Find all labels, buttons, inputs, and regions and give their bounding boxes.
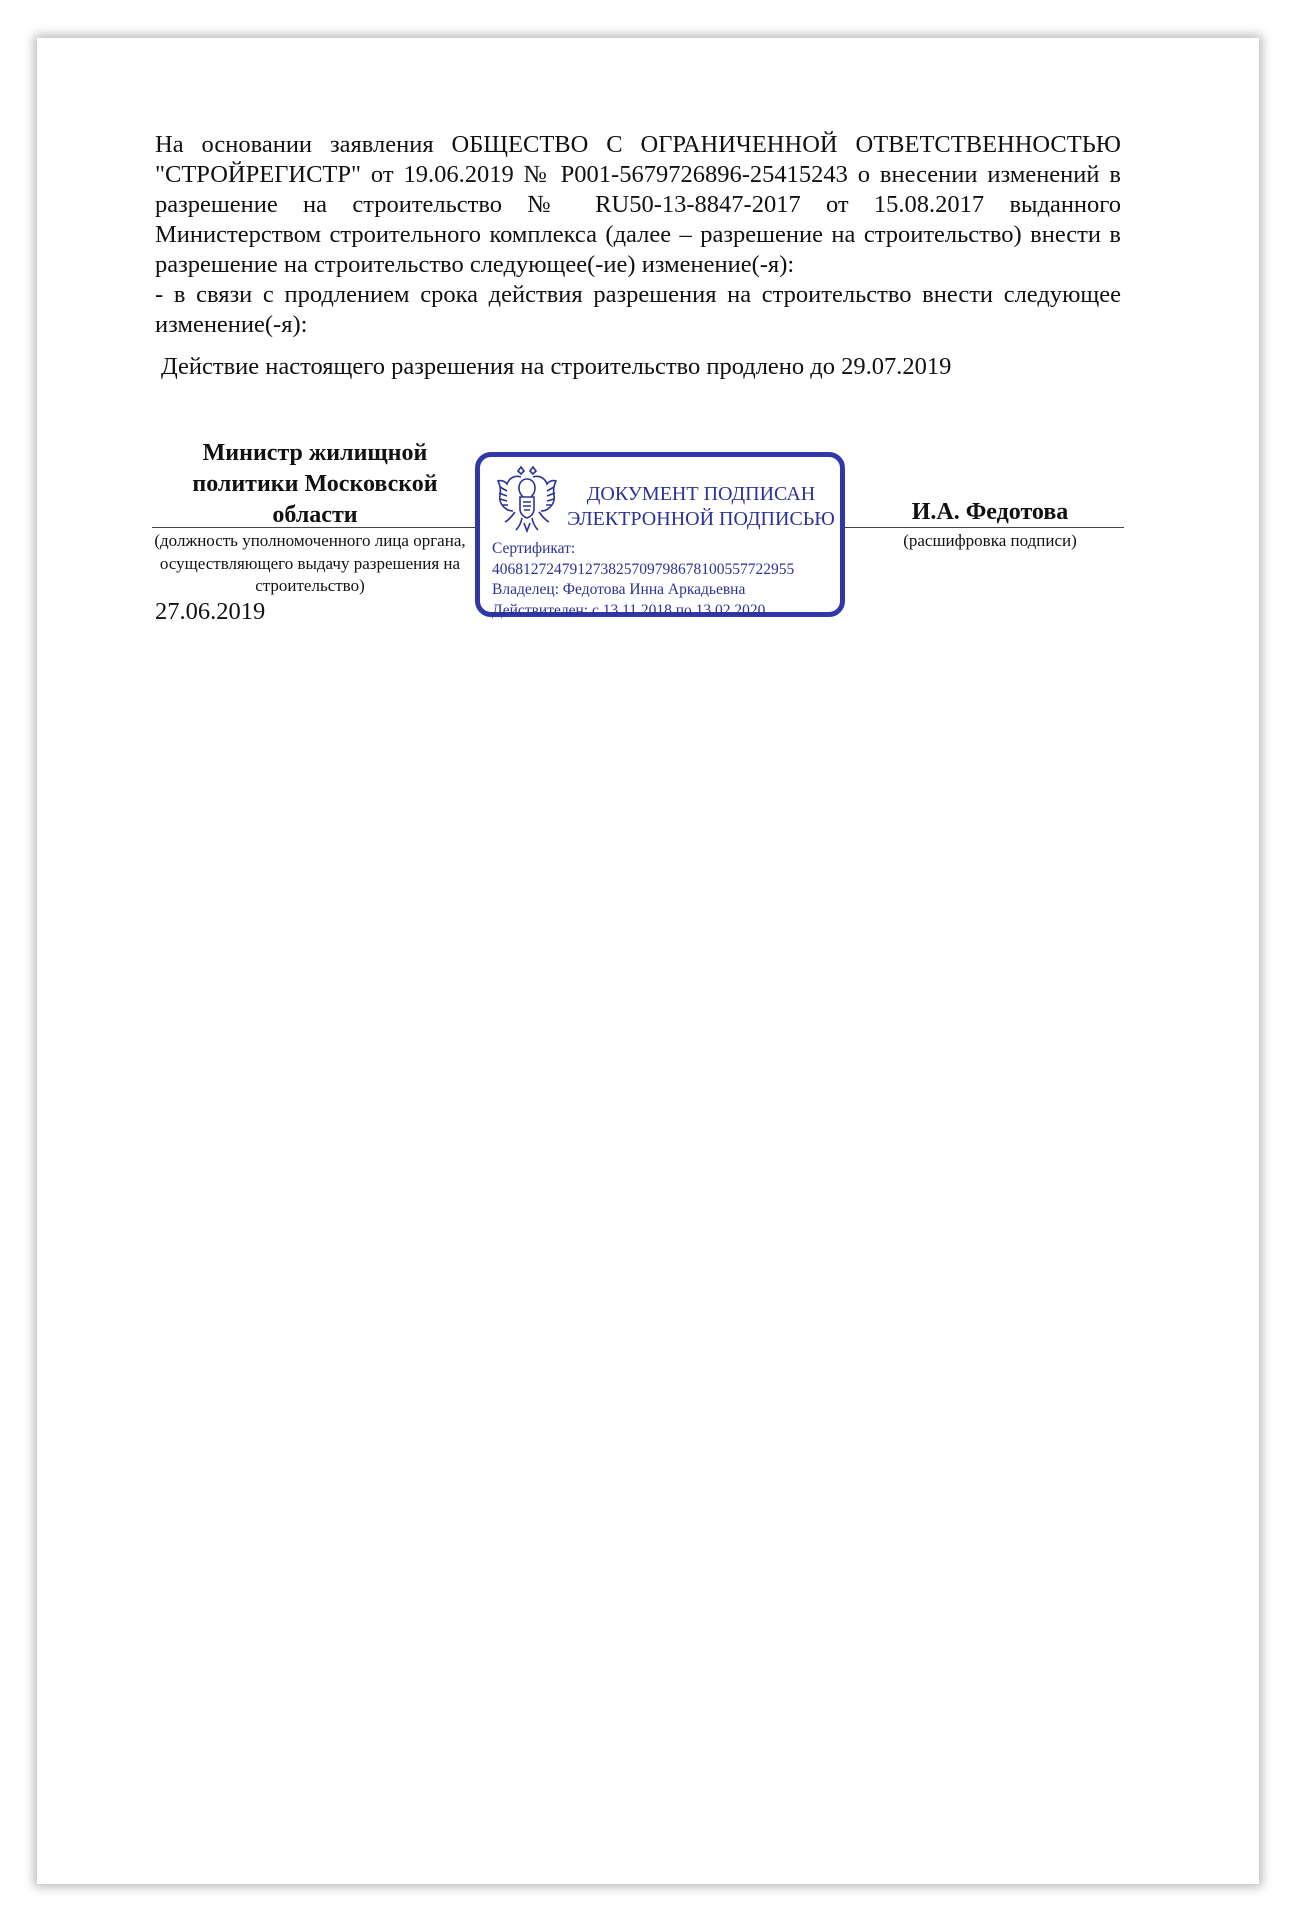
certificate-validity: Действителен: с 13.11.2018 по 13.02.2020 — [492, 601, 766, 619]
extension-reason-paragraph: - в связи с продлением срока действия разрешения на строительство внести следующее изменение(-я): — [155, 281, 1121, 338]
certificate-number: 406812724791273825709798678100557722955 — [492, 560, 795, 578]
official-position-caption: (должность уполномоченного лица органа, осуществляющего выдачу разрешения на строительство) — [154, 531, 466, 595]
stamp-title-line1: ДОКУМЕНТ ПОДПИСАН — [586, 483, 816, 505]
signer-name: И.А. Федотова — [911, 499, 1069, 525]
electronic-signature-stamp — [475, 452, 845, 617]
extension-statement: Действие настоящего разрешения на строительство продлено до 29.07.2019 — [161, 353, 952, 380]
coat-of-arms-icon — [494, 465, 560, 535]
signer-name-caption: (расшифровка подписи) — [903, 531, 1077, 550]
stamp-title — [560, 482, 842, 532]
stamp-title-line2: ЭЛЕКТРОННОЙ ПОДПИСЬЮ — [567, 508, 835, 530]
application-paragraph: На основании заявления ОБЩЕСТВО С ОГРАНИЧЕННОЙ ОТВЕТСТВЕННОСТЬЮ "СТРОЙРЕГИСТР" от 19.06.2019 № P001-5679726896-25415243 о внесении изменений в разрешение на строительство № RU50-13-8847-2017 от 15.08.2017 выданного Министерством строительного комплекса (далее – разрешение на строительство) внести в разрешение на строительство следующее(-ие) изменение(-я): — [155, 131, 1121, 278]
certificate-label: Сертификат: — [492, 540, 576, 557]
stamp-details — [492, 539, 794, 621]
signature-date: 27.06.2019 — [155, 598, 266, 625]
document-body — [155, 130, 1121, 340]
official-position-title: Министр жилищной политики Московской области — [192, 440, 438, 528]
certificate-owner: Владелец: Федотова Инна Аркадьевна — [492, 581, 746, 598]
